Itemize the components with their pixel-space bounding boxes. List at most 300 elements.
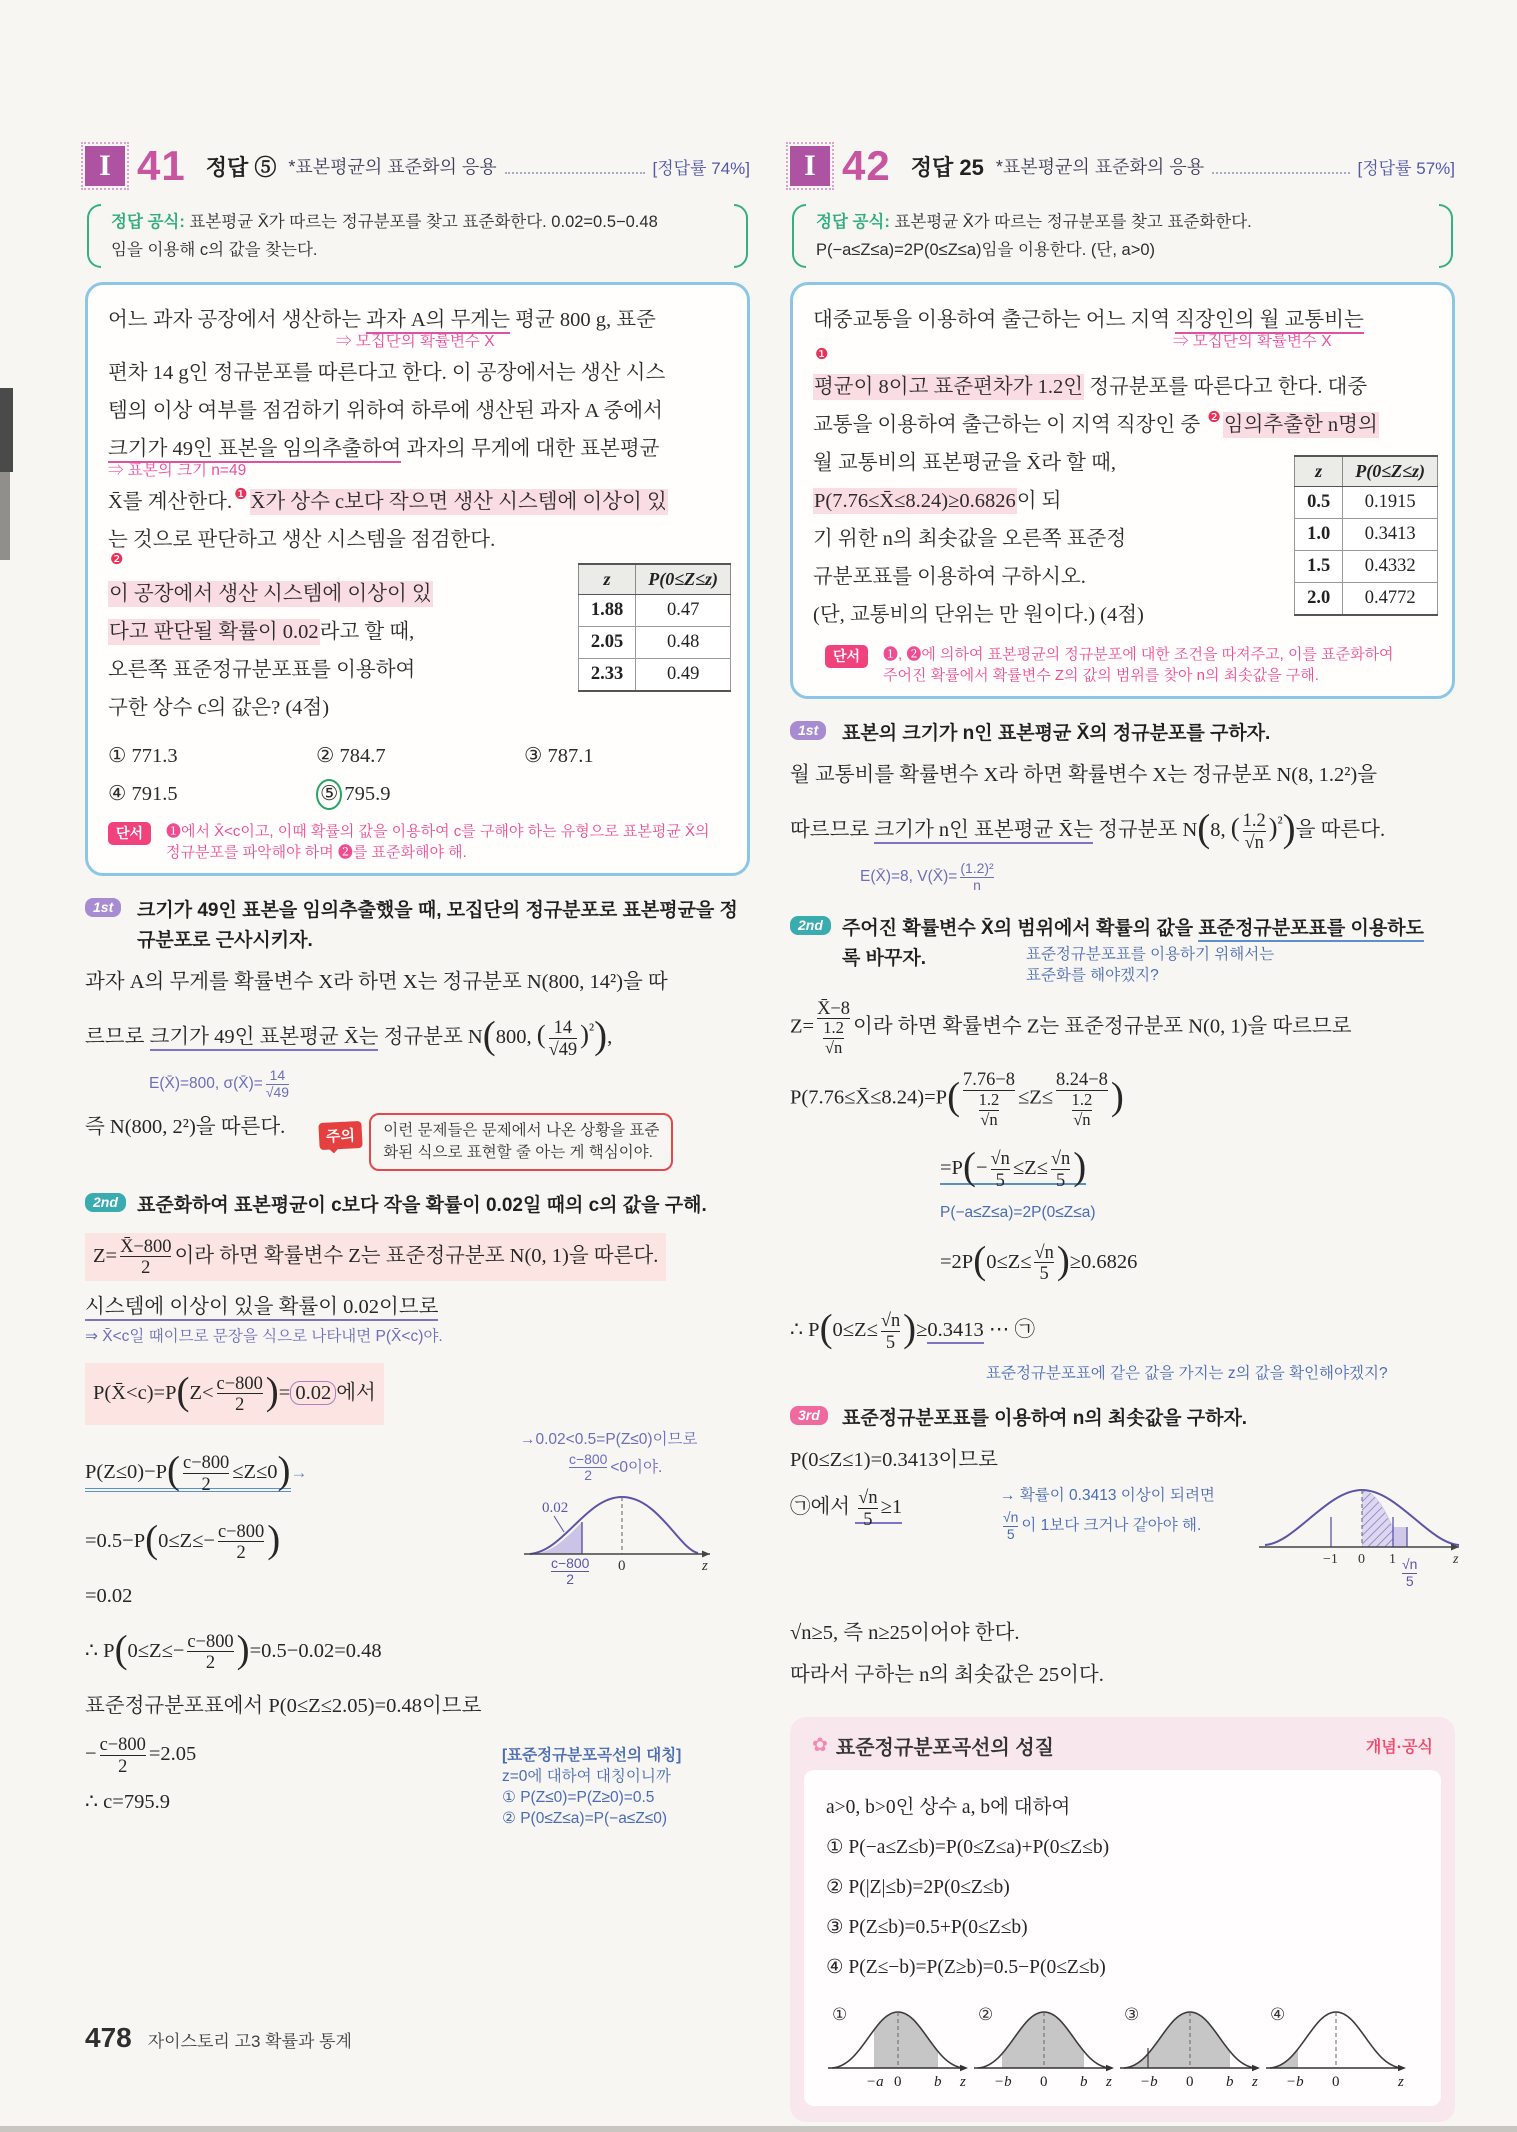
- choice-4: ④ 791.5: [108, 783, 178, 806]
- step-2nd-heading: [85, 1191, 750, 1221]
- text-run: =P: [940, 1157, 963, 1180]
- tick-label: b: [1080, 2073, 1088, 2090]
- paren: (: [947, 1075, 961, 1119]
- numerator: √n: [1003, 1509, 1019, 1526]
- denominator: √49: [548, 1038, 578, 1059]
- solution-line: [940, 1141, 1455, 1197]
- tick-label: 0: [1040, 2073, 1048, 2090]
- text-run: 0≤Z≤−: [127, 1639, 185, 1662]
- table-row: [1295, 583, 1438, 616]
- fraction: [1000, 1510, 1021, 1542]
- concept-line: a>0, b>0인 상수 a, b에 대하여: [826, 1796, 1071, 1818]
- question-line: 템의 이상 여부를 점검하기 위하여 하루에 생산된 과자 A 중에서: [108, 400, 663, 423]
- text-run: 라고 할 때,: [319, 621, 415, 644]
- denominator: √49: [265, 1083, 289, 1100]
- step-title: 표준정규분포표를 이용하여 n의 최솟값을 구하자.: [842, 1407, 1248, 1429]
- text-run: P(X̄<c)=P: [93, 1381, 177, 1404]
- fraction: [1031, 1242, 1056, 1284]
- normal-curve-svg: [1257, 1479, 1467, 1575]
- symmetry-line: ② P(0≤Z≤a)=P(−a≤Z≤0): [502, 1809, 668, 1827]
- text-run: 평균 800 g, 표준: [510, 309, 656, 332]
- denominator: 2: [569, 1467, 607, 1484]
- question-line: 기 위한 n의 최솟값을 오른쪽 표준정: [813, 528, 1127, 551]
- paren: (: [145, 1517, 159, 1561]
- tick-label: −b: [1140, 2073, 1158, 2090]
- question-line: [813, 301, 1432, 339]
- question-line: [813, 406, 1432, 444]
- clue-line: ❶에서 X̄<c이고, 이때 확률의 값을 이용하여 c를 구해야 하는 유형으로 표본평균 X̄의: [166, 823, 710, 841]
- paren: ): [903, 1307, 917, 1351]
- denominator: √n: [1244, 831, 1264, 852]
- clue-marker-2: ❷: [110, 551, 124, 569]
- text-run: <0이야.: [610, 1458, 663, 1476]
- p-value: 0.1915: [1343, 487, 1438, 519]
- z-table-header: z: [1295, 456, 1343, 487]
- topic-label: *표본평균의 표준화의 응용: [995, 157, 1205, 177]
- denominator: 2: [120, 1256, 171, 1278]
- flower-icon: ✿: [812, 1734, 828, 1756]
- step-title: 규분포로 근사시키자.: [137, 930, 313, 952]
- fraction: [548, 1556, 592, 1588]
- underlined-phrase: 크기가 49인 표본을 임의추출하여: [108, 438, 401, 463]
- axis-arrowhead: [1252, 2065, 1260, 2071]
- figure-number: ②: [978, 2004, 994, 2024]
- denominator: 2: [217, 1393, 263, 1415]
- scan-artifact: [0, 472, 10, 560]
- text-run: E(X̄)=800, σ(X̄)=: [149, 1075, 263, 1093]
- text-run: =2.05: [148, 1742, 197, 1765]
- text-run: ≤Z≤: [1017, 1087, 1053, 1109]
- fraction: [814, 998, 853, 1058]
- underlined-phrase: 과자 A의 무게는: [366, 309, 510, 334]
- step-title: 표본의 크기가 n인 표본평균 X̄의 정규분포를 구하자.: [842, 723, 1271, 745]
- clue-badge: 단서: [825, 645, 868, 668]
- column-problem-42: [790, 140, 1459, 2122]
- clue-note: [108, 821, 727, 863]
- concept-formula: ③ P(Z≤b)=0.5+P(0≤Z≤b): [826, 1916, 1028, 1938]
- denominator: 2: [218, 1541, 264, 1563]
- denominator: 2: [551, 1571, 589, 1588]
- solution-line: 과자 A의 무게를 확률변수 X라 하면 X는 정규분포 N(800, 14²)을 따: [85, 971, 668, 994]
- solution-line: [85, 1624, 750, 1680]
- choice-5: [316, 777, 391, 811]
- correct-answer-circle: ⑤: [316, 779, 342, 810]
- z-value: 2.0: [1295, 583, 1343, 616]
- curve-figure-4: [1264, 1996, 1410, 2096]
- question-line: 월 교통비의 표본평균을 X̄라 할 때,: [813, 452, 1116, 475]
- formula-label: 정답 공식:: [816, 213, 890, 231]
- concept-box: [790, 1717, 1455, 2122]
- denominator: 2: [187, 1651, 233, 1673]
- solution-line: [85, 1010, 750, 1066]
- annotation: ⇒ X̄<c일 때이므로 문장을 식으로 나타내면 P(X̄<c)야.: [85, 1327, 443, 1345]
- choice-2: ② 784.7: [316, 745, 386, 768]
- annotation: 표준정규분포표에 같은 값을 가지는 z의 값을 확인해야겠지?: [986, 1364, 1388, 1382]
- figure-number: ①: [832, 2004, 848, 2024]
- underlined-phrase: 직장인의 월 교통비는: [1175, 309, 1363, 334]
- fraction: [1399, 1557, 1420, 1589]
- question-line: 구한 상수 c의 값은? (4점): [108, 697, 330, 720]
- z-value: 2.05: [578, 627, 635, 659]
- numerator: (1.2)²: [960, 860, 994, 877]
- table-row: [578, 659, 730, 692]
- step-3rd-heading: [790, 1404, 1455, 1434]
- fraction: [976, 1091, 1003, 1129]
- paren: ): [1110, 1075, 1124, 1119]
- caution-bubble: [325, 1113, 673, 1171]
- solution-line: =0.02: [85, 1584, 133, 1607]
- numerator: 1.2: [823, 1018, 844, 1038]
- tail-probability-label: 0.02: [542, 1499, 569, 1516]
- tick-label: 0: [1186, 2073, 1194, 2090]
- choice-row: [108, 739, 727, 773]
- z-table-42: [1294, 455, 1438, 616]
- step-badge-3rd: 3rd: [790, 1406, 828, 1425]
- step-badge-1st: 1st: [85, 898, 121, 917]
- text-run: 확률이 0.3413 이상이 되려면: [1019, 1487, 1215, 1505]
- table-row: [1295, 519, 1438, 551]
- marker-row: [813, 346, 1432, 368]
- z-table-header: P(0≤Z≤z): [1343, 456, 1438, 487]
- concept-formula: ② P(|Z|≤b)=2P(0≤Z≤b): [826, 1876, 1010, 1898]
- numerator: c−800: [187, 1630, 234, 1651]
- numerator: c−800: [183, 1452, 230, 1473]
- text-run: 즉 N(800, 2²)을 따른다.: [85, 1115, 286, 1138]
- problem-42-header: [790, 140, 1455, 192]
- clue-line: ❶, ❷에 의하여 표본평균의 정규분포에 대한 조건을 따져주고, 이를 표준화하여: [883, 646, 1394, 664]
- question-line: [813, 368, 1432, 406]
- text-run: Z=: [790, 1015, 815, 1038]
- text-run: 0≤Z≤: [832, 1319, 878, 1342]
- text-run: ≥0.6826: [1069, 1250, 1138, 1273]
- solution-line: [790, 803, 1455, 859]
- paren: (: [167, 1449, 181, 1493]
- paren: (: [536, 1018, 546, 1049]
- numerator: 1.2: [978, 1090, 1000, 1110]
- solution-line: [85, 1363, 750, 1425]
- text-run: E(X̄)=8, V(X̄)=: [860, 868, 958, 886]
- caution-badge: 주의: [319, 1120, 363, 1149]
- paren: ): [580, 1018, 590, 1049]
- fraction: [957, 861, 996, 893]
- normal-curve-figure: [1257, 1479, 1467, 1597]
- text-run: 0.02<0.5=P(Z≤0)이므로: [535, 1430, 698, 1448]
- numerator: X̄−800: [120, 1235, 172, 1256]
- text-run: ≥: [916, 1319, 928, 1342]
- formula-line: [816, 208, 1429, 236]
- problem-box-41: [85, 282, 750, 876]
- answer-formula-box: [87, 202, 748, 270]
- tick-label: b: [1226, 2073, 1234, 2090]
- annotation: 표준화를 해야겠지?: [1025, 966, 1159, 984]
- fraction: [988, 1148, 1013, 1190]
- formula-line: 임을 이용해 c의 값을 찾는다.: [111, 241, 318, 260]
- denominator: 2: [183, 1473, 229, 1495]
- step-title: 크기가 49인 표본을 임의추출했을 때, 모집단의 정규분포로 표본평균을 정: [137, 900, 738, 922]
- annotation: [520, 1429, 760, 1450]
- text-run: 800,: [495, 1025, 537, 1048]
- numerator: 14: [553, 1016, 573, 1037]
- tick-label: 0: [1332, 2073, 1340, 2090]
- clue-line: 정규분포를 파악해야 하며 ❷를 표준화해야 해.: [166, 844, 467, 862]
- text-run: ≥1: [880, 1496, 903, 1519]
- answer-label: 정답 ⑤: [205, 154, 277, 180]
- underlined-expression: [855, 1487, 903, 1529]
- tick-label: −b: [1286, 2073, 1304, 2090]
- clue-marker-1: ❶: [234, 486, 248, 504]
- annotation: ⇒ 모집단의 확률변수 X: [336, 333, 495, 351]
- text-run: 0≤Z≤−: [158, 1529, 215, 1552]
- step-1st-heading: [85, 896, 750, 956]
- underlined-phrase: 표준정규분포표를 이용하도: [1198, 918, 1424, 942]
- denominator: 5: [991, 1169, 1010, 1191]
- curve-figure-3: [1118, 1996, 1264, 2096]
- text-run: =: [278, 1381, 291, 1404]
- fraction: [1053, 1069, 1111, 1129]
- text-run: 이라 하면 확률변수 Z는 표준정규분포 N(0, 1)을 따르므로: [853, 1015, 1352, 1038]
- annotation: [149, 1068, 750, 1100]
- paren: (: [176, 1369, 190, 1413]
- denominator: √n: [1073, 1109, 1091, 1129]
- paren: (: [973, 1238, 987, 1282]
- answer-label: 정답 25: [910, 154, 984, 180]
- numerator: 1.2: [1071, 1090, 1093, 1110]
- dotted-leader: [505, 158, 645, 174]
- text-run: ∴ P: [790, 1319, 820, 1342]
- problem-number: 41: [137, 142, 186, 189]
- step-badge-1st: 1st: [790, 721, 826, 740]
- numerator: c−800: [99, 1733, 146, 1754]
- text-run: ≤Z≤0: [232, 1460, 278, 1483]
- annotation: [1000, 1510, 1240, 1542]
- normal-curve-figure: [520, 1484, 760, 1588]
- z-value: 2.33: [578, 659, 635, 692]
- solution-line: √n≥5, 즉 n≥25이어야 한다.: [790, 1622, 1020, 1645]
- text-run: 에서: [336, 1381, 376, 1404]
- axis-arrowhead: [1398, 2065, 1406, 2071]
- denominator: 5: [1003, 1526, 1018, 1543]
- section-2nd-body: [85, 1233, 750, 1827]
- formula-text: 표본평균 X̄가 따르는 정규분포를 찾고 표준화한다. 0.02=0.5−0.48: [184, 213, 658, 231]
- figure-number: ④: [1270, 2004, 1286, 2024]
- text-run: Z=: [93, 1244, 118, 1267]
- axis-arrowhead: [960, 2065, 968, 2071]
- question-line: [108, 483, 727, 521]
- caution-line: 화된 식으로 표현할 줄 아는 게 핵심이야.: [383, 1143, 653, 1161]
- scan-artifact: [0, 2126, 1517, 2132]
- denominator: √n: [824, 1037, 843, 1057]
- solution-line: [790, 1487, 1459, 1607]
- text-run: ⋯ ㉠: [983, 1319, 1036, 1342]
- denominator: 5: [858, 1508, 877, 1530]
- numerator: 7.76−8: [963, 1069, 1015, 1090]
- axis-label: z: [1252, 2073, 1258, 2090]
- z-value: 1.88: [578, 595, 635, 627]
- solution-line: P(0≤Z≤1)=0.3413이므로: [790, 1448, 998, 1471]
- graph-annotation-block: [520, 1429, 760, 1588]
- concept-formula: ① P(−a≤Z≤b)=P(0≤Z≤a)+P(0≤Z≤b): [826, 1836, 1110, 1858]
- question-line: 규분포표를 이용하여 구하시오.: [813, 566, 1086, 589]
- formula-label: 정답 공식:: [111, 213, 185, 231]
- fraction: [184, 1631, 236, 1673]
- tick-label: 0: [894, 2073, 902, 2090]
- axis-label: z: [1106, 2073, 1112, 2090]
- solution-line: [940, 1235, 1455, 1291]
- table-row: [1295, 487, 1438, 519]
- axis-arrowhead: [702, 1550, 710, 1557]
- concept-body: [804, 1770, 1441, 2106]
- paren: ): [1056, 1238, 1070, 1282]
- annotation: [1000, 1485, 1240, 1506]
- z-value: 0.5: [1295, 487, 1343, 519]
- p-value: 0.4772: [1343, 583, 1438, 616]
- p-value: 0.49: [636, 659, 731, 692]
- numerator: √n: [858, 1487, 878, 1508]
- clue-marker-2: ❷: [1207, 409, 1221, 427]
- table-row: [1295, 551, 1438, 583]
- clue-line: 주어진 확률에서 확률변수 Z의 값의 범위를 찾아 n의 최솟값을 구해.: [883, 667, 1319, 685]
- text-run: 이 되: [1016, 490, 1062, 513]
- numerator: √n: [1402, 1556, 1418, 1573]
- solution-line: ∴ c=795.9: [85, 1791, 170, 1814]
- circled-value: 0.02: [290, 1381, 336, 1405]
- curve-figures-row: [826, 1996, 1419, 2096]
- p-value: 0.4332: [1343, 551, 1438, 583]
- axis-label: z: [702, 1557, 708, 1574]
- topic-label: *표본평균의 표준화의 응용: [288, 157, 497, 177]
- step-badge-2nd: 2nd: [790, 916, 831, 935]
- paren: (: [114, 1627, 128, 1671]
- p-value: 0.48: [636, 627, 731, 659]
- dotted-leader: [1212, 158, 1349, 174]
- paren: (: [819, 1307, 833, 1351]
- text-run: X̄를 계산한다.: [108, 491, 233, 514]
- text-run: ≤Z≤: [1012, 1157, 1048, 1180]
- question-line: 는 것으로 판단하고 생산 시스템을 점검한다.: [108, 529, 496, 552]
- annotation-block: [1026, 944, 1274, 986]
- clue-note: [813, 644, 1432, 686]
- fraction: [546, 1017, 581, 1059]
- text-run: ㉠에서: [790, 1496, 856, 1519]
- text-run: 과자의 무게에 대한 표본평균: [401, 438, 660, 461]
- text-run: −: [85, 1742, 97, 1765]
- paren: ): [265, 1369, 279, 1413]
- paren: (: [1197, 806, 1211, 850]
- denominator: √n: [980, 1109, 998, 1129]
- solution-line: [85, 1514, 505, 1570]
- text-run: P(7.76≤X̄≤8.24)=P: [790, 1087, 948, 1109]
- text-run: 따르므로: [790, 818, 875, 841]
- underlined-expression: [940, 1145, 1087, 1190]
- text-run: 정규분포 N: [378, 1025, 483, 1048]
- fraction: [215, 1521, 267, 1563]
- solution-line: 따라서 구하는 n의 최솟값은 25이다.: [790, 1664, 1104, 1687]
- chapter-badge: I: [790, 146, 830, 186]
- fraction: [820, 1019, 847, 1057]
- text-run: 정규분포 N: [1093, 818, 1198, 841]
- question-line: 오른쪽 표준정규분포표를 이용하여: [108, 659, 416, 682]
- fraction: [263, 1068, 292, 1100]
- annotation: ⇒ 모집단의 확률변수 X: [1173, 333, 1332, 351]
- denominator: 5: [1402, 1573, 1417, 1590]
- solution-line: 표준정규분포표에서 P(0≤Z≤2.05)=0.48이므로: [85, 1695, 482, 1718]
- numerator: 8.24−8: [1055, 1069, 1108, 1090]
- table-row: [578, 627, 730, 659]
- bracket-left: [87, 204, 101, 268]
- p-value: 0.3413: [1343, 519, 1438, 551]
- paren: ): [1282, 806, 1296, 850]
- formula-highlight: [85, 1363, 384, 1425]
- annotation: [566, 1452, 760, 1484]
- superscript: ²: [1277, 812, 1283, 832]
- nested-denominator: [1056, 1090, 1108, 1129]
- axis-label: z: [960, 2073, 966, 2090]
- fraction: [97, 1734, 149, 1776]
- question-line: [108, 575, 480, 613]
- z-table-header: P(0≤Z≤z): [636, 564, 731, 595]
- numerator: c−800: [216, 1372, 263, 1393]
- numerator: c−800: [217, 1520, 265, 1541]
- numerator: X̄−8: [817, 997, 851, 1018]
- denominator: 5: [881, 1331, 900, 1353]
- table-row: [578, 595, 730, 627]
- highlighted-phrase: 이 공장에서 생산 시스템에 이상이 있: [109, 583, 432, 606]
- bracket-left: [792, 204, 806, 268]
- choice-1: ① 771.3: [108, 745, 178, 768]
- underlined-value: 0.3413: [927, 1319, 983, 1344]
- paren: (: [482, 1013, 496, 1057]
- highlighted-phrase: P(7.76≤X̄≤8.24)≥0.6826: [814, 490, 1016, 513]
- scan-artifact: [0, 388, 13, 472]
- clue-marker-1: ❶: [815, 346, 829, 364]
- text-run: ,: [607, 1025, 613, 1048]
- bracket-right: [1439, 204, 1453, 268]
- annotation: ⇒ 표본의 크기 n=49: [108, 462, 247, 480]
- solution-line: [85, 1113, 750, 1171]
- annotation-block: [1000, 1485, 1240, 1542]
- paren: ): [1073, 1145, 1087, 1189]
- step-2nd-heading: [790, 914, 1455, 986]
- numerator: √n: [880, 1310, 901, 1331]
- fraction: [117, 1236, 174, 1278]
- denominator: n: [960, 877, 993, 894]
- numerator: 1.2: [1242, 809, 1266, 830]
- fraction: [566, 1452, 610, 1484]
- paren: ): [267, 1517, 281, 1561]
- numerator: √n: [1050, 1148, 1071, 1169]
- arrow-glyph: →: [520, 1430, 536, 1448]
- tick-label: −b: [994, 2073, 1012, 2090]
- problem-box-42: [790, 282, 1455, 699]
- book-title: 자이스토리 고3 확률과 통계: [147, 2032, 352, 2051]
- solution-line: [85, 1293, 750, 1323]
- figure-number: ③: [1124, 2004, 1140, 2024]
- annotation: P(−a≤Z≤a)=2P(0≤Z≤a): [940, 1203, 1096, 1221]
- fraction: [960, 1069, 1018, 1129]
- numerator: c−800: [551, 1554, 590, 1571]
- problem-number: 42: [842, 142, 891, 189]
- highlighted-phrase: X̄가 상수 c보다 작으면 생산 시스템에 이상이 있: [250, 491, 667, 514]
- text-run: 어느 과자 공장에서 생산하는: [108, 309, 367, 332]
- solution-line: [790, 1069, 1455, 1129]
- z-value: 1.0: [1295, 519, 1343, 551]
- label-pointer: [554, 1516, 564, 1532]
- fraction: [214, 1373, 266, 1415]
- fraction: [878, 1310, 903, 1352]
- symmetry-title: [표준정규분포곡선의 대칭]: [502, 1746, 682, 1764]
- text-run: 이 1보다 크거나 같아야 해.: [1021, 1517, 1202, 1535]
- symmetry-line: z=0에 대하여 대칭이니까: [502, 1767, 671, 1785]
